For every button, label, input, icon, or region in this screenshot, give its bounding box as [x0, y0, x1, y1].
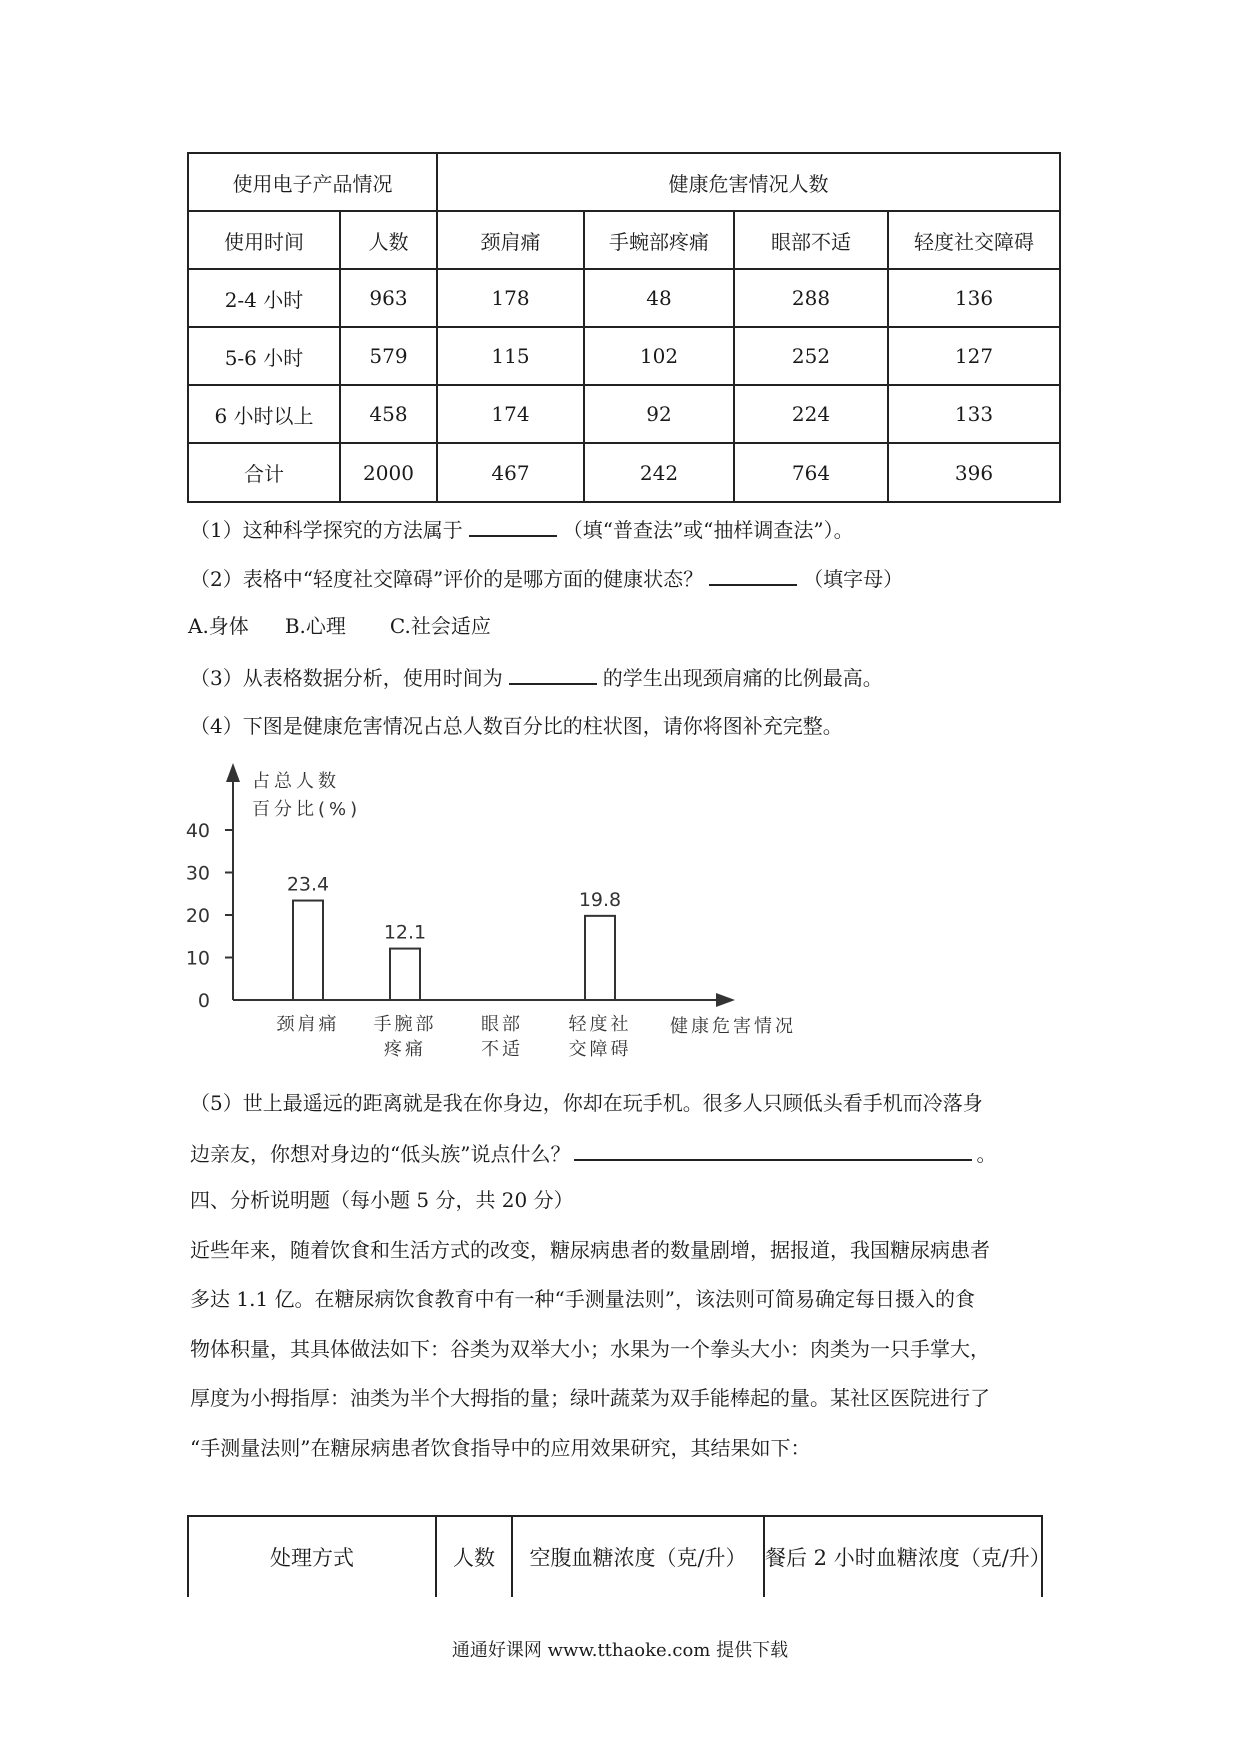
table-cell: 764 [734, 443, 888, 502]
table-cell: 2000 [340, 443, 437, 502]
table-cell: 115 [437, 327, 584, 385]
bar-value-label: 19.8 [578, 888, 622, 911]
table-cell: 224 [734, 385, 888, 443]
section-4-line: “手测量法则”在糖尿病患者饮食指导中的应用效果研究，其结果如下： [190, 1436, 811, 1460]
col-header: 人数 [436, 1516, 512, 1597]
table-cell: 136 [888, 269, 1060, 327]
question-3-tail: 的学生出现颈肩痛的比例最高。 [602, 666, 883, 690]
table-cell: 133 [888, 385, 1060, 443]
table-cell: 288 [734, 269, 888, 327]
table-cell: 102 [584, 327, 734, 385]
table-cell: 92 [584, 385, 734, 443]
y-axis-label: 百分比(%) [252, 799, 362, 820]
table-cell: 252 [734, 327, 888, 385]
y-tick-label: 10 [185, 947, 210, 970]
section-4-heading: 四、分析说明题（每小题 5 分，共 20 分） [190, 1188, 574, 1212]
table-cell: 48 [584, 269, 734, 327]
x-tick-label: 交障碍 [568, 1039, 632, 1060]
y-axis-arrow [226, 763, 240, 782]
bar [390, 949, 420, 1000]
table-cell: 579 [340, 327, 437, 385]
x-tick-label: 手腕部 [373, 1014, 437, 1035]
question-3-text: （3）从表格数据分析，使用时间为 [190, 666, 503, 690]
question-1-hint: （填“普查法”或“抽样调查法”）。 [562, 518, 854, 542]
question-2-text: （2）表格中“轻度社交障碍”评价的是哪方面的健康状态？ [190, 567, 704, 591]
x-tick-label: 疼痛 [384, 1039, 426, 1060]
col-header: 轻度社交障碍 [888, 211, 1060, 269]
question-5-line1: （5）世上最遥远的距离就是我在你身边，你却在玩手机。很多人只顾低头看手机而冷落身 [190, 1091, 983, 1115]
x-tick-label: 不适 [481, 1039, 523, 1060]
bar-value-label: 23.4 [286, 873, 330, 896]
bar [293, 901, 323, 1000]
y-tick-label: 30 [185, 862, 210, 885]
col-header: 使用时间 [188, 211, 340, 269]
x-tick-label: 眼部 [481, 1014, 523, 1035]
y-tick-label: 0 [197, 990, 210, 1012]
option-b: B.心理 [284, 614, 346, 638]
table-cell: 396 [888, 443, 1060, 502]
table-cell: 127 [888, 327, 1060, 385]
option-c: C.社会适应 [389, 614, 491, 638]
table-cell: 178 [437, 269, 584, 327]
col-header: 眼部不适 [734, 211, 888, 269]
question-5-text: 边亲友，你想对身边的“低头族”说点什么？ [190, 1142, 571, 1166]
question-4: （4）下图是健康危害情况占总人数百分比的柱状图，请你将图补充完整。 [190, 714, 843, 738]
col-header: 处理方式 [188, 1516, 436, 1597]
col-header: 人数 [340, 211, 437, 269]
col-header: 颈肩痛 [437, 211, 584, 269]
x-axis-label: 健康危害情况 [670, 1016, 796, 1037]
option-a: A.身体 [188, 614, 249, 638]
section-4-line: 厚度为小拇指厚：油类为半个大拇指的量；绿叶蔬菜为双手能棒起的量。某社区医院进行了 [190, 1386, 990, 1410]
y-axis-label: 占总人数 [252, 771, 340, 792]
table-cell: 2-4 小时 [188, 269, 340, 327]
y-tick-label: 20 [185, 905, 210, 927]
y-tick-label: 40 [185, 820, 210, 842]
diabetes-study-table [187, 1515, 1051, 1597]
table-cell: 5-6 小时 [188, 327, 340, 385]
page-footer: 通通好课网 www.tthaoke.com 提供下载 [451, 1640, 789, 1661]
question-5-line2 [190, 1137, 996, 1169]
table-cell: 458 [340, 385, 437, 443]
question-2-hint: （填字母） [803, 567, 904, 591]
section-4-line: 物体积量，其具体做法如下：谷类为双举大小；水果为一个拳头大小：肉类为一只手掌大， [190, 1337, 990, 1361]
table-cell: 合计 [188, 443, 340, 502]
table-cell: 963 [340, 269, 437, 327]
table-header-usage: 使用电子产品情况 [188, 153, 437, 211]
col-header: 空腹血糖浓度（克/升） [512, 1516, 764, 1597]
question-1-text: （1）这种科学探究的方法属于 [190, 518, 463, 542]
table-cell: 174 [437, 385, 584, 443]
col-header: 手蜿部疼痛 [584, 211, 734, 269]
bar-value-label: 12.1 [383, 921, 427, 944]
section-4-line: 多达 1.1 亿。在糖尿病饮食教育中有一种“手测量法则”，该法则可简易确定每日摄入的食 [190, 1287, 975, 1311]
table-cell: 467 [437, 443, 584, 502]
answer-blank-5[interactable] [574, 1137, 972, 1161]
x-axis-arrow [716, 993, 735, 1007]
table-cell: 6 小时以上 [188, 385, 340, 443]
question-5-end: 。 [976, 1142, 997, 1166]
bar [585, 916, 615, 1000]
x-tick-label: 轻度社 [568, 1014, 632, 1035]
section-4-line: 近些年来，随着饮食和生活方式的改变，糖尿病患者的数量剧增，据报道，我国糖尿病患者 [190, 1238, 990, 1262]
table-header-hazard: 健康危害情况人数 [437, 153, 1060, 211]
x-tick-label: 颈肩痛 [276, 1014, 340, 1035]
table-cell: 242 [584, 443, 734, 502]
col-header: 餐后 2 小时血糖浓度（克/升） [764, 1516, 1042, 1597]
